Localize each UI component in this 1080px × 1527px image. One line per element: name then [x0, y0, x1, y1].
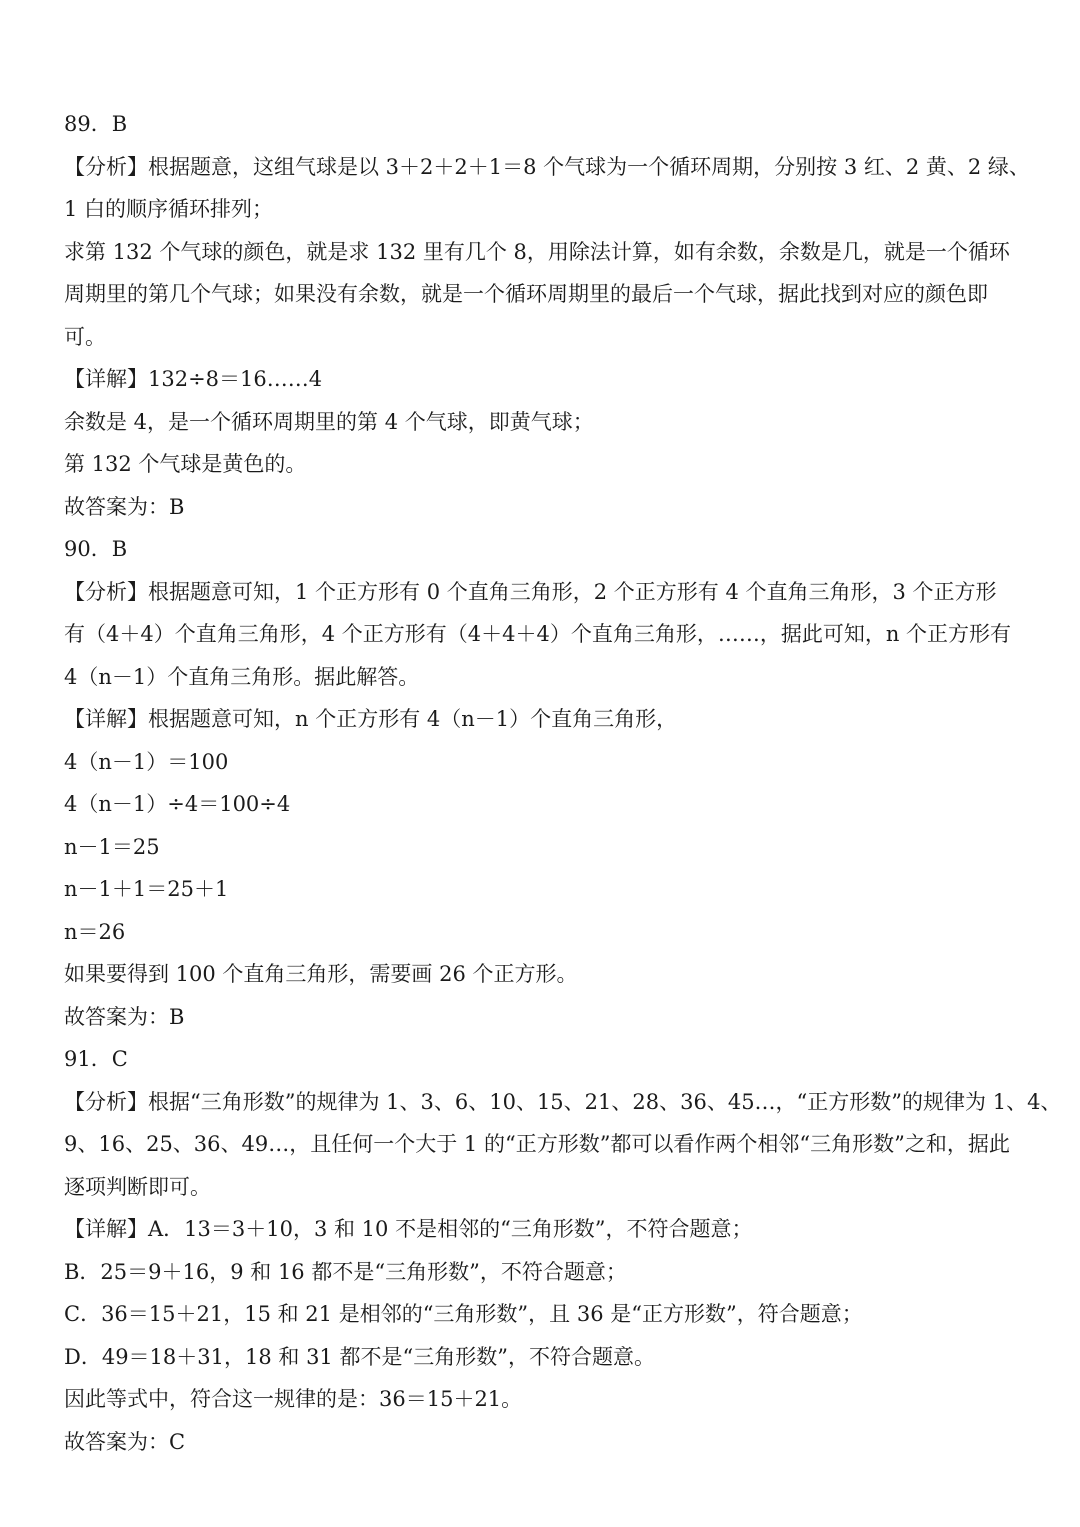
q89-analysis-line-3: 求第 132 个气球的颜色，就是求 132 里有几个 8，用除法计算，如有余数，余数是几，就是一个循环: [64, 239, 1010, 264]
q89-heading: 89．B: [64, 112, 128, 136]
q89-analysis-line-5: 可。: [64, 324, 106, 349]
q90-analysis-line-3: 4（n－1）个直角三角形。据此解答。: [64, 664, 420, 689]
q91-option-b: B．25＝9＋16，9 和 16 都不是“三角形数”，不符合题意；: [64, 1259, 627, 1284]
q91-analysis-line-1: 【分析】根据“三角形数”的规律为 1、3、6、10、15、21、28、36、45…，“正方形数”的规律为 1、4、: [64, 1089, 1062, 1114]
q90-solution-line-1: 【详解】根据题意可知，n 个正方形有 4（n－1）个直角三角形，: [64, 707, 678, 731]
q90-answer: 故答案为：B: [64, 1004, 185, 1029]
q90-analysis-line-1: 【分析】根据题意可知，1 个正方形有 0 个直角三角形，2 个正方形有 4 个直角三角形，3 个正方形: [64, 579, 997, 604]
q89-analysis-line-1: 【分析】根据题意，这组气球是以 3＋2＋2＋1＝8 个气球为一个循环周期，分别按 3 红、2 黄、2 绿、: [64, 154, 1030, 179]
q89-analysis-line-2: 1 白的顺序循环排列；: [64, 197, 274, 221]
q89-answer: 故答案为：B: [64, 494, 185, 519]
q89-analysis-line-4: 周期里的第几个气球；如果没有余数，就是一个循环周期里的最后一个气球，据此找到对应的颜色即: [64, 282, 988, 306]
q90-conclusion: 如果要得到 100 个直角三角形，需要画 26 个正方形。: [64, 962, 578, 986]
q91-answer: 故答案为：C: [64, 1429, 186, 1454]
q89-solution-line-3: 第 132 个气球是黄色的。: [64, 452, 307, 476]
q91-heading: 91．C: [64, 1047, 128, 1071]
q90-equation-2: 4（n－1）÷4＝100÷4: [64, 792, 291, 816]
q91-option-d: D．49＝18＋31，18 和 31 都不是“三角形数”，不符合题意。: [64, 1344, 655, 1369]
q90-equation-4: n－1＋1＝25＋1: [64, 877, 229, 901]
q89-solution-line-2: 余数是 4，是一个循环周期里的第 4 个气球，即黄气球；: [64, 409, 594, 434]
q91-analysis-line-3: 逐项判断即可。: [64, 1174, 211, 1199]
q90-equation-5: n＝26: [64, 919, 126, 944]
q90-heading: 90．B: [64, 537, 128, 561]
q89-solution-line-1: 【详解】132÷8＝16……4: [64, 367, 323, 391]
answer-document: [64, 103, 1062, 1463]
q91-option-a: 【详解】A．13＝3＋10，3 和 10 不是相邻的“三角形数”，不符合题意；: [64, 1217, 753, 1241]
q90-equation-3: n－1＝25: [64, 834, 160, 859]
q91-conclusion: 因此等式中，符合这一规律的是：36＝15＋21。: [64, 1387, 523, 1411]
q91-analysis-line-2: 9、16、25、36、49…，且任何一个大于 1 的“正方形数”都可以看作两个相邻“三角形数”之和，据此: [64, 1132, 1010, 1156]
q90-equation-1: 4（n－1）＝100: [64, 749, 229, 774]
q90-analysis-line-2: 有（4＋4）个直角三角形，4 个正方形有（4＋4＋4）个直角三角形，……，据此可知，n 个正方形有: [64, 622, 1012, 646]
q91-option-c: C．36＝15＋21，15 和 21 是相邻的“三角形数”，且 36 是“正方形数”，符合题意；: [64, 1302, 863, 1326]
